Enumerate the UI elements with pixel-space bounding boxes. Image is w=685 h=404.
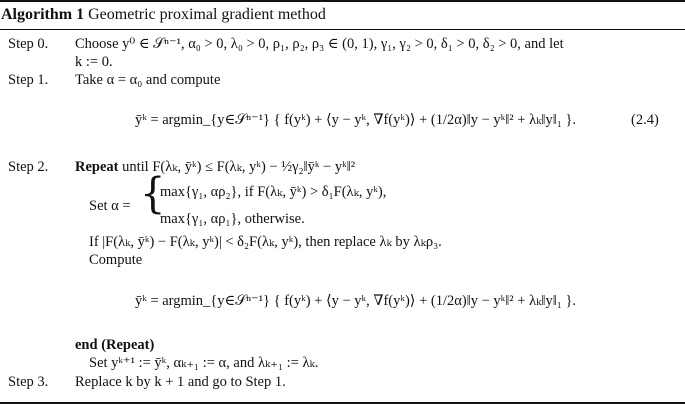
repeat-condition: until F(λₖ, ȳᵏ) ≤ F(λₖ, yᵏ) − ½γ₂‖ȳᵏ − yᵏ‖² <box>122 159 356 175</box>
step0-label: Step 0. <box>8 36 49 52</box>
compute-label: Compute <box>89 252 143 268</box>
title-rule <box>0 29 685 30</box>
algorithm-name: Geometric proximal gradient method <box>88 6 326 23</box>
step0-line1: Choose y⁰ ∈ 𝒮ⁿ⁻¹, α₀ > 0, λ₀ > 0, ρ₁, ρ₂, ρ₃ ∈ (0, 1), γ₁, γ₂ > 0, δ₁ > 0, δ₂ > 0, and let <box>75 36 564 52</box>
end-repeat: end (Repeat) <box>75 337 155 353</box>
set-update-line: Set yᵏ⁺¹ := ȳᵏ, αₖ₊₁ := α, and λₖ₊₁ := λₖ. <box>89 355 319 371</box>
step1-equation: ȳᵏ = argmin_{y∈𝒮ⁿ⁻¹} { f(yᵏ) + ⟨y − yᵏ, ∇f(yᵏ)⟩ + (1/2α)‖y − yᵏ‖² + λₖ‖y‖₁ }. <box>135 112 577 128</box>
if-line: If |F(λₖ, ȳᵏ) − F(λₖ, yᵏ)| < δ₂F(λₖ, yᵏ), then replace λₖ by λₖρ₃. <box>89 234 442 250</box>
step1-label: Step 1. <box>8 72 49 88</box>
step2-label: Step 2. <box>8 159 49 175</box>
algorithm-number: Algorithm 1 <box>1 6 85 23</box>
step2-equation: ȳᵏ = argmin_{y∈𝒮ⁿ⁻¹} { f(yᵏ) + ⟨y − yᵏ, ∇f(yᵏ)⟩ + (1/2α)‖y − yᵏ‖² + λₖ‖y‖₁ }. <box>135 293 577 309</box>
repeat-line <box>75 160 355 175</box>
equation-number: (2.4) <box>631 112 659 128</box>
top-rule <box>0 0 685 2</box>
case-2: max{γ₁, αρ₁}, otherwise. <box>160 211 305 227</box>
repeat-keyword: Repeat <box>75 159 119 175</box>
set-alpha-label: Set α = <box>89 198 131 214</box>
algorithm-title <box>1 7 326 23</box>
bottom-rule <box>0 402 685 404</box>
step0-line2: k := 0. <box>75 54 113 70</box>
case-1: max{γ₁, αρ₂}, if F(λₖ, ȳᵏ) > δ₁F(λₖ, yᵏ), <box>160 184 387 200</box>
cases-brace: { <box>140 169 166 219</box>
step3-text: Replace k by k + 1 and go to Step 1. <box>75 374 286 390</box>
step3-label: Step 3. <box>8 374 49 390</box>
step1-text: Take α = α₀ and compute <box>75 72 221 88</box>
